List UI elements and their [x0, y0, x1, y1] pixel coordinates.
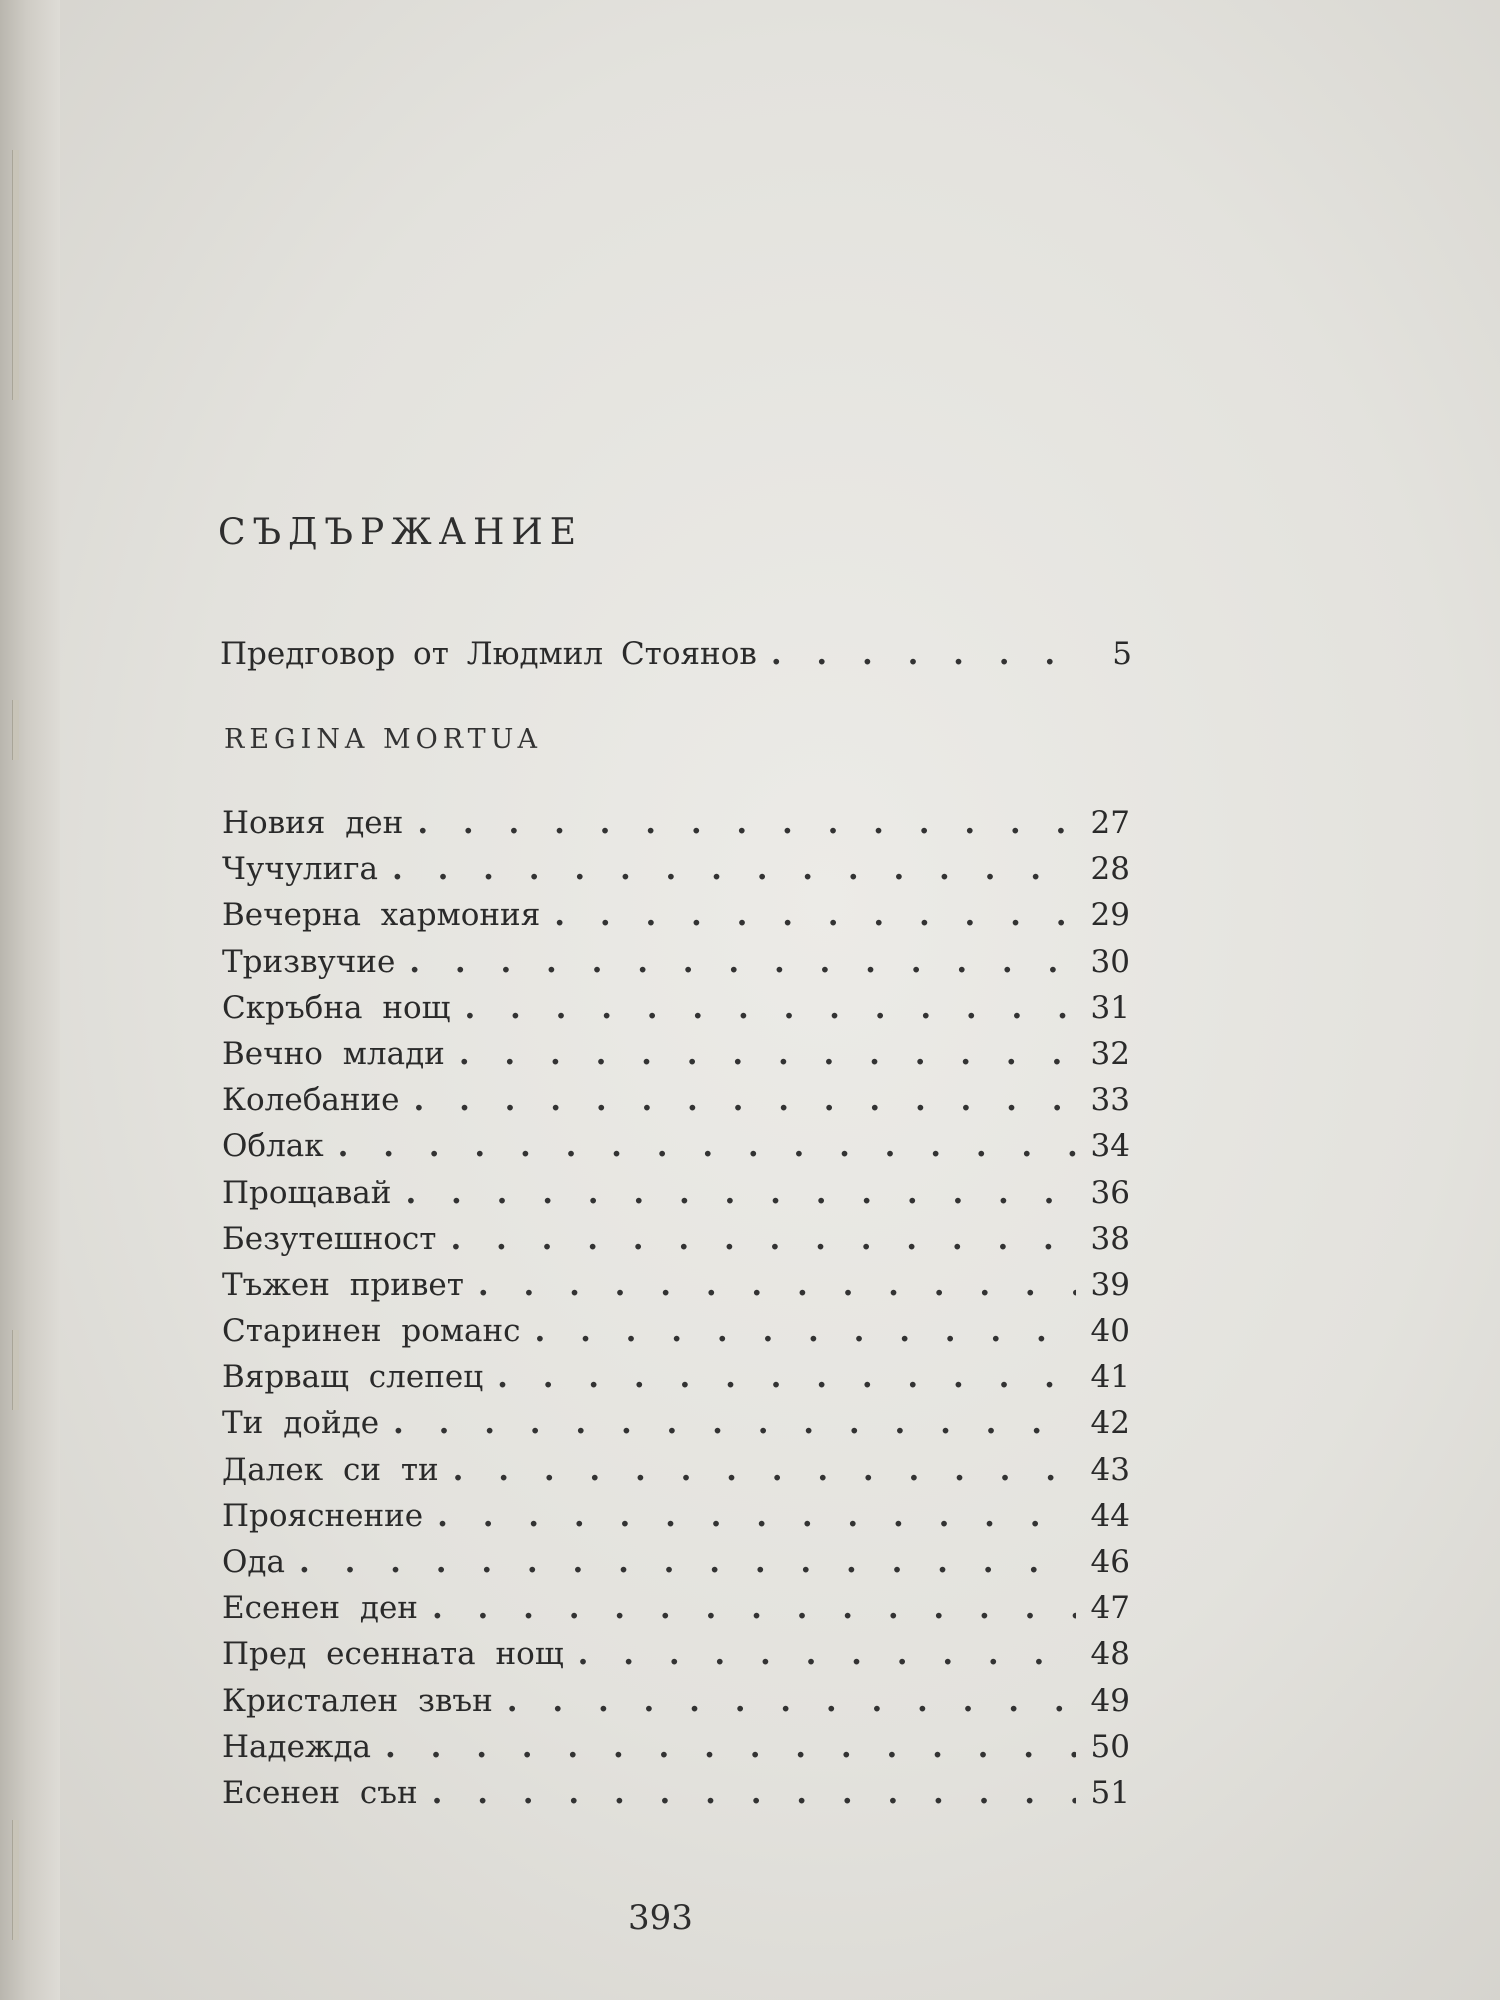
- toc-entry-page: 38: [1090, 1220, 1130, 1257]
- dot-leader: [450, 985, 1076, 1031]
- toc-row: [222, 1354, 1130, 1400]
- toc-entry-page: 27: [1090, 805, 1130, 841]
- dot-leader: [395, 939, 1076, 985]
- binding-stitch: [12, 1330, 19, 1410]
- toc-entry-title: Вечерна хармония: [222, 897, 541, 934]
- toc-entry-title: Прощавай: [222, 1174, 392, 1211]
- dot-leader: [418, 1585, 1076, 1631]
- dot-leader: [439, 1447, 1076, 1493]
- toc-entry-page: 46: [1090, 1544, 1130, 1580]
- toc-entry-title: Вечно млади: [222, 1035, 445, 1072]
- dot-leader: [493, 1678, 1076, 1724]
- toc-row: [222, 1123, 1130, 1169]
- toc-entry-title: Колебание: [222, 1082, 400, 1119]
- toc-row: [222, 1631, 1130, 1677]
- toc-entry-page: 44: [1090, 1497, 1130, 1534]
- toc-row: [222, 1447, 1130, 1493]
- toc-entry-title: Предговор от Людмил Стоянов: [220, 636, 757, 672]
- toc-row: [222, 1262, 1130, 1308]
- toc-row: [222, 1216, 1130, 1262]
- toc-entry-title: Есенен сън: [222, 1774, 418, 1811]
- toc-entry-page: 5: [1112, 636, 1132, 672]
- section-heading: REGINA MORTUA: [224, 724, 543, 755]
- toc-entry-title: Безутешност: [222, 1220, 437, 1257]
- toc-row: [222, 1493, 1130, 1539]
- toc-entry-title: Тъжен привет: [222, 1266, 464, 1303]
- toc-row: [222, 1724, 1130, 1770]
- toc-entry-title: Облак: [222, 1128, 324, 1165]
- binding-stitch: [12, 150, 19, 400]
- toc-row-preface: [220, 636, 1132, 684]
- dot-leader: [423, 1493, 1076, 1539]
- book-gutter: [0, 0, 60, 2000]
- toc-entry-title: Ода: [222, 1544, 285, 1580]
- toc-entry-page: 40: [1090, 1313, 1130, 1350]
- toc-entry-page: 43: [1090, 1451, 1130, 1488]
- toc-entry-page: 47: [1090, 1590, 1130, 1627]
- toc-entry-page: 33: [1090, 1082, 1130, 1119]
- dot-leader: [400, 1077, 1076, 1123]
- dot-leader: [418, 1770, 1076, 1816]
- toc-entry-title: Новия ден: [222, 805, 404, 841]
- dot-leader: [391, 1170, 1076, 1216]
- toc-list: [222, 800, 1130, 1816]
- dot-leader: [403, 800, 1076, 846]
- toc-entry-title: Кристален звън: [222, 1682, 493, 1719]
- page-number: 393: [628, 1898, 693, 1938]
- binding-stitch: [12, 1820, 19, 1940]
- toc-row: [222, 1585, 1130, 1631]
- toc-heading: СЪДЪРЖАНИЕ: [218, 512, 584, 554]
- toc-entry-title: Чучулига: [222, 851, 379, 888]
- toc-entry-title: Скръбна нощ: [222, 989, 451, 1026]
- toc-entry-page: 29: [1090, 897, 1130, 934]
- toc-entry-page: 48: [1090, 1636, 1130, 1673]
- toc-entry-page: 42: [1090, 1405, 1130, 1442]
- toc-entry-page: 50: [1090, 1728, 1130, 1765]
- dot-leader: [436, 1216, 1076, 1262]
- dot-leader: [757, 636, 1078, 672]
- toc-entry-title: Ти дойде: [222, 1405, 380, 1442]
- toc-entry-page: 31: [1090, 989, 1130, 1026]
- toc-row: [222, 1678, 1130, 1724]
- toc-entry-title: Вярващ слепец: [222, 1359, 484, 1396]
- dot-leader: [445, 1031, 1076, 1077]
- toc-row: [222, 1770, 1130, 1816]
- toc-entry-page: 30: [1090, 943, 1130, 980]
- dot-leader: [540, 892, 1076, 938]
- toc-entry-title: Пред есенната нощ: [222, 1636, 564, 1673]
- toc-entry-page: 36: [1090, 1174, 1130, 1211]
- dot-leader: [285, 1539, 1076, 1585]
- dot-leader: [564, 1631, 1076, 1677]
- binding-stitch: [12, 700, 19, 760]
- toc-entry-page: 34: [1090, 1128, 1130, 1165]
- toc-row: [222, 800, 1130, 846]
- toc-entry-title: Старинен романс: [222, 1313, 521, 1350]
- toc-row: [222, 939, 1130, 985]
- toc-row: [222, 1031, 1130, 1077]
- dot-leader: [483, 1354, 1076, 1400]
- toc-entry-title: Прояснение: [222, 1497, 424, 1534]
- toc-entry-title: Есенен ден: [222, 1590, 418, 1627]
- dot-leader: [379, 1400, 1076, 1446]
- toc-row: [222, 1400, 1130, 1446]
- toc-row: [222, 1308, 1130, 1354]
- toc-entry-title: Тризвучие: [222, 943, 396, 980]
- dot-leader: [371, 1724, 1076, 1770]
- toc-entry-page: 49: [1090, 1682, 1130, 1719]
- toc-row: [222, 1077, 1130, 1123]
- toc-row: [222, 985, 1130, 1031]
- toc-row: [222, 1170, 1130, 1216]
- toc-entry-page: 32: [1090, 1035, 1130, 1072]
- dot-leader: [464, 1262, 1076, 1308]
- dot-leader: [378, 846, 1076, 892]
- toc-entry-page: 39: [1090, 1266, 1130, 1303]
- toc-entry-title: Далек си ти: [222, 1451, 439, 1488]
- toc-entry-title: Надежда: [222, 1728, 372, 1765]
- toc-row: [222, 846, 1130, 892]
- dot-leader: [521, 1308, 1076, 1354]
- toc-row: [222, 1539, 1130, 1585]
- dot-leader: [324, 1123, 1076, 1169]
- toc-entry-page: 28: [1090, 851, 1130, 888]
- toc-row: [222, 892, 1130, 938]
- toc-entry-page: 51: [1090, 1774, 1130, 1811]
- toc-entry-page: 41: [1090, 1359, 1130, 1396]
